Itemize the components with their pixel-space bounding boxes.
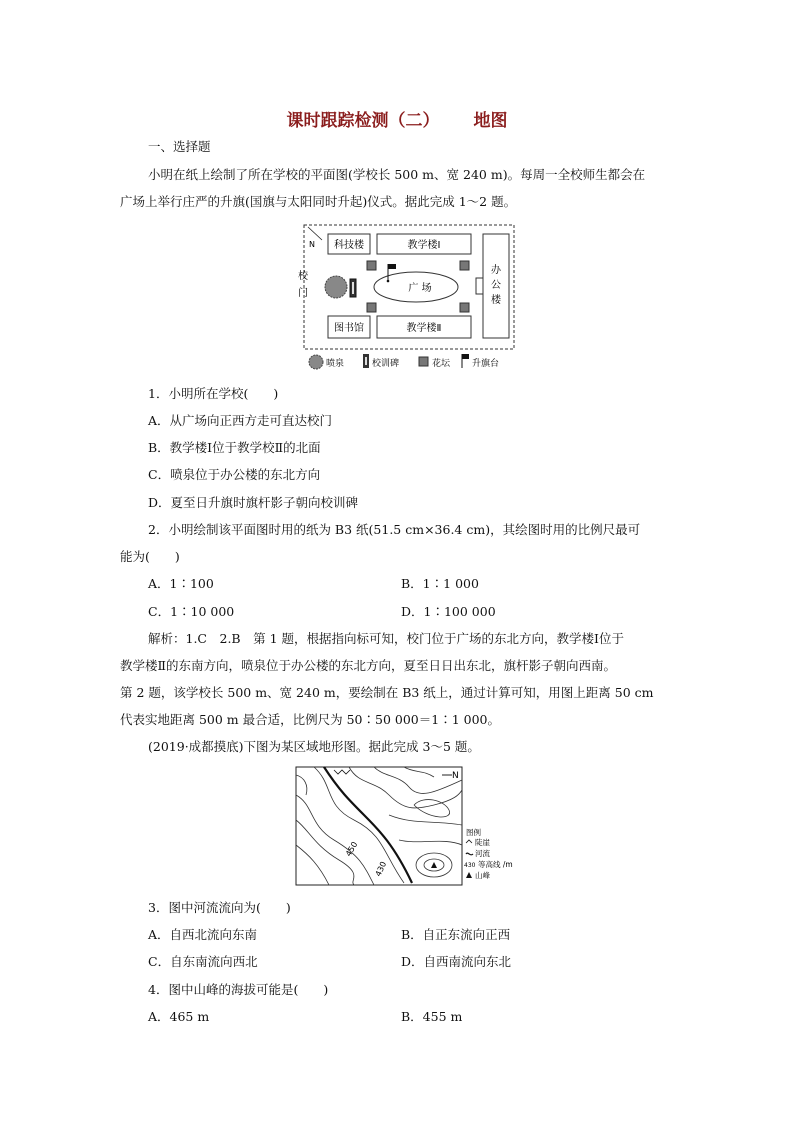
legend-peak: 山峰 — [475, 871, 490, 880]
north-label: N — [452, 771, 459, 781]
library-label: 图书馆 — [334, 323, 364, 334]
legend-contour-value: 430 — [464, 862, 476, 869]
flower-bed — [367, 261, 376, 270]
office-label-2: 公 — [491, 280, 501, 291]
q3-option-a: A．自西北流向东南 — [148, 927, 258, 942]
contour-label-430: 430 — [373, 860, 389, 878]
analysis-line-3: 第 2 题，该学校长 500 m、宽 240 m，要绘制在 B3 纸上，通过计算可知，用图上距离 50 cm — [120, 685, 654, 700]
title-topic: 地图 — [473, 111, 508, 131]
office-label-3: 楼 — [491, 295, 501, 306]
q2-option-b: B．1∶1 000 — [401, 576, 479, 591]
tech-building-label: 科技楼 — [334, 240, 364, 251]
q2-option-d: D．1∶100 000 — [401, 604, 496, 619]
q4-option-a: A．465 m — [148, 1009, 210, 1024]
analysis-line-2: 教学楼Ⅱ的东南方向，喷泉位于办公楼的东北方向，夏至日日出东北，旗杆影子朝向西南。 — [120, 658, 616, 673]
q1-option-c: C．喷泉位于办公楼的东北方向 — [148, 467, 321, 482]
north-label: N — [309, 240, 315, 249]
legend-motto: 校训碑 — [372, 359, 400, 369]
teaching-building-1-label: 教学楼Ⅰ — [407, 240, 441, 251]
title-main: 课时跟踪检测（二） — [286, 111, 440, 131]
legend-contour: 等高线 /m — [478, 860, 513, 869]
office-label-1: 办 — [491, 265, 501, 276]
q3-option-d: D．自西南流向东北 — [401, 954, 512, 969]
q2-option-a: A．1∶100 — [148, 576, 214, 591]
square-label: 广 场 — [408, 283, 432, 294]
q1-option-d: D．夏至日升旗时旗杆影子朝向校训碑 — [148, 495, 359, 510]
office-entrance — [476, 278, 483, 294]
q2-option-c: C．1∶10 000 — [148, 604, 235, 619]
legend-fountain: 喷泉 — [326, 359, 345, 369]
flower-bed — [460, 303, 469, 312]
legend-fountain-icon — [309, 355, 323, 369]
gate-label-2: 门 — [298, 288, 308, 299]
analysis-line-4: 代表实地距离 500 m 最合适，比例尺为 50∶50 000＝1∶1 000。 — [120, 712, 500, 727]
q3-option-b: B．自正东流向正西 — [401, 927, 511, 942]
analysis-line-1: 解析：1.C 2.B 第 1 题，根据指向标可知，校门位于广场的东北方向，教学楼Ⅰ位于 — [148, 631, 624, 646]
school-plan-map — [296, 222, 520, 372]
q4-option-b: B．455 m — [401, 1009, 463, 1024]
q4-stem: 4．图中山峰的海拔可能是( ) — [148, 982, 329, 997]
q2-stem-2: 能为( ) — [120, 549, 180, 564]
intro-2: (2019·成都摸底)下图为某区域地形图。据此完成 3～5 题。 — [148, 739, 480, 754]
fountain — [325, 276, 347, 298]
legend-river: 河流 — [475, 849, 490, 858]
legend-flag: 升旗台 — [472, 359, 500, 369]
q1-option-a: A．从广场向正西方走可直达校门 — [148, 413, 333, 428]
page-title — [0, 106, 794, 131]
topographic-map — [294, 765, 530, 889]
section-heading: 一、选择题 — [148, 139, 211, 154]
legend-motto-icon-face — [365, 357, 367, 365]
teaching-building-2-label: 教学楼Ⅱ — [406, 323, 442, 334]
legend-flower-icon — [419, 357, 428, 366]
north-arrow — [308, 227, 322, 240]
legend-cliff-icon — [466, 840, 472, 843]
flower-bed — [460, 261, 469, 270]
motto-stone-face — [352, 282, 354, 294]
intro-line-2: 广场上举行庄严的升旗(国旗与太阳同时升起)仪式。据此完成 1～2 题。 — [120, 194, 517, 209]
legend-cliff: 陡崖 — [475, 838, 490, 847]
flower-bed — [367, 303, 376, 312]
q3-stem: 3．图中河流流向为( ) — [148, 900, 291, 915]
intro-line-1: 小明在纸上绘制了所在学校的平面图(学校长 500 m、宽 240 m)。每周一全校师生都会在 — [148, 167, 646, 182]
contour-label-450: 450 — [343, 840, 360, 858]
legend-title: 图例 — [466, 828, 481, 837]
q3-option-c: C．自东南流向西北 — [148, 954, 258, 969]
q1-stem: 1．小明所在学校( ) — [148, 386, 279, 401]
flag-base — [387, 280, 390, 283]
legend-peak-icon — [466, 872, 472, 878]
legend-river-icon — [466, 853, 473, 855]
legend-flag-icon — [462, 354, 469, 359]
legend-flower: 花坛 — [432, 359, 451, 369]
flag — [388, 264, 396, 269]
q1-option-b: B．教学楼Ⅰ位于教学校Ⅱ的北面 — [148, 440, 321, 455]
q2-stem-1: 2．小明绘制该平面图时用的纸为 B3 纸(51.5 cm×36.4 cm)，其绘图时用的比例尺最可 — [148, 522, 641, 537]
gate-label-1: 校 — [298, 271, 308, 282]
